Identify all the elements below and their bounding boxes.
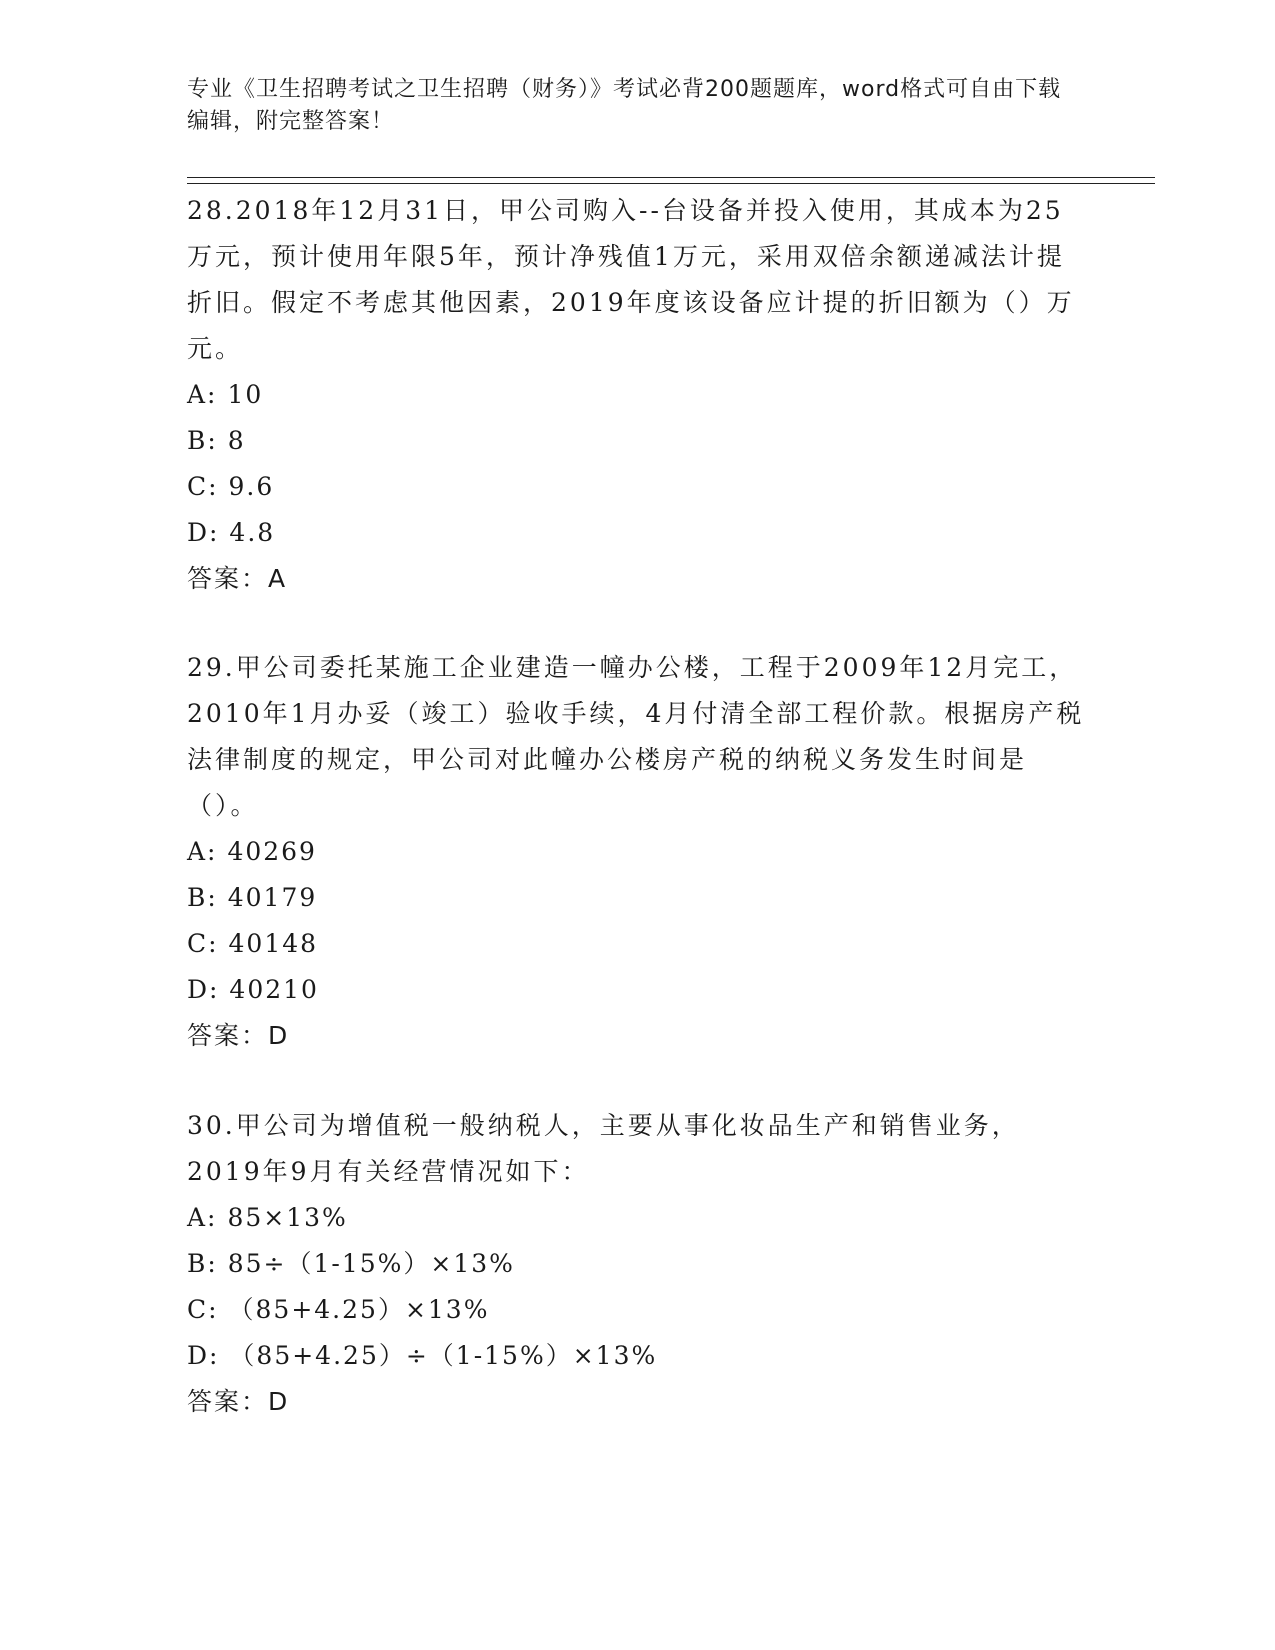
- option-text: 40269: [227, 837, 317, 866]
- option-letter: C:: [187, 472, 219, 501]
- option-letter: D:: [187, 975, 220, 1004]
- option-b: [187, 418, 1087, 464]
- option-text: （85+4.25）÷（1-15%）×13%: [229, 1341, 658, 1370]
- option-a: [187, 372, 1087, 418]
- option-c: [187, 1287, 1087, 1333]
- option-text: 40210: [229, 975, 319, 1004]
- option-d: [187, 967, 1087, 1013]
- question-28: [187, 188, 1087, 602]
- option-text: 85÷（1-15%）×13%: [227, 1249, 515, 1278]
- header-divider-bottom: [187, 183, 1155, 184]
- option-text: （85+4.25）×13%: [228, 1295, 490, 1324]
- option-letter: B:: [187, 883, 218, 912]
- option-c: [187, 464, 1087, 510]
- option-text: 40148: [228, 929, 319, 958]
- option-b: [187, 1241, 1087, 1287]
- option-letter: D:: [187, 1341, 220, 1370]
- option-letter: C:: [187, 929, 219, 958]
- option-letter: A:: [187, 380, 218, 409]
- option-text: 8: [227, 426, 246, 455]
- document-header: 专业《卫生招聘考试之卫生招聘（财务）》考试必背200题题库，word格式可自由下载编辑，附完整答案！: [187, 77, 1062, 134]
- option-letter: B:: [187, 1249, 218, 1278]
- option-text: 4.8: [229, 518, 276, 547]
- option-text: 9.6: [228, 472, 275, 501]
- option-text: 85×13%: [227, 1203, 348, 1232]
- question-stem: 30.甲公司为增值税一般纳税人，主要从事化妆品生产和销售业务，2019年9月有关经营情况如下：: [187, 1111, 1020, 1186]
- answer-line: 答案：D: [187, 1021, 290, 1050]
- option-d: [187, 1333, 1087, 1379]
- answer-line: 答案：A: [187, 564, 288, 593]
- question-30: [187, 1103, 1087, 1425]
- question-29: [187, 645, 1087, 1059]
- option-letter: A:: [187, 1203, 218, 1232]
- option-b: [187, 875, 1087, 921]
- question-stem: 29.甲公司委托某施工企业建造一幢办公楼，工程于2009年12月完工，2010年1月办妥（竣工）验收手续，4月付清全部工程价款。根据房产税法律制度的规定，甲公司对此幢办公楼房产税的纳税义务发生时间是（）。: [187, 653, 1085, 820]
- header-divider-top: [187, 177, 1155, 178]
- option-letter: D:: [187, 518, 220, 547]
- option-letter: A:: [187, 837, 218, 866]
- option-c: [187, 921, 1087, 967]
- option-text: 10: [227, 380, 264, 409]
- answer-line: 答案：D: [187, 1387, 290, 1416]
- option-letter: C:: [187, 1295, 219, 1324]
- option-a: [187, 1195, 1087, 1241]
- option-text: 40179: [227, 883, 318, 912]
- option-a: [187, 829, 1087, 875]
- option-letter: B:: [187, 426, 218, 455]
- question-stem: 28.2018年12月31日，甲公司购入--台设备并投入使用，其成本为25万元，预计使用年限5年，预计净残值1万元，采用双倍余额递减法计提折旧。假定不考虑其他因素，2019年度该设备应计提的折旧额为（）万元。: [187, 196, 1075, 363]
- option-d: [187, 510, 1087, 556]
